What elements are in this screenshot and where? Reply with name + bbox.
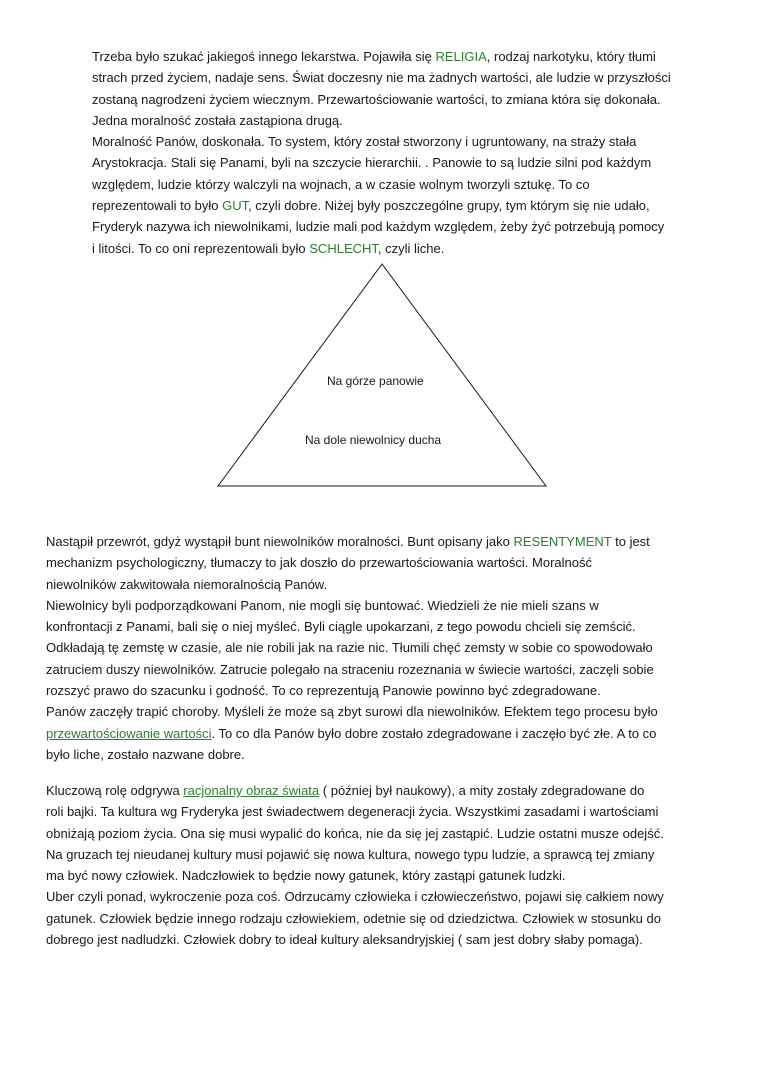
text-line: Kluczową rolę odgrywa racjonalny obraz świata ( później był naukowy), a mity zostały zdegradowane do — [46, 783, 645, 798]
text-line: Odkładają tę zemstę w czasie, ale nie robili jak na razie nic. Tłumili chęć zemsty w sobie co spowodowało — [46, 640, 653, 656]
text-line: reprezentowali to było GUT, czyli dobre. Niżej były poszczególne grupy, tym którym się nie udało, — [92, 198, 650, 214]
text-line: Trzeba było szukać jakiegoś innego lekarstwa. Pojawiła się RELIGIA, rodzaj narkotyku, który tłumi — [92, 49, 656, 64]
keyword-religia: RELIGIA — [435, 49, 487, 64]
text-line: dobrego jest nadludzki. Człowiek dobry to ideał kultury aleksandryjskiej ( sam jest dobry słaby pomaga). — [46, 932, 643, 948]
text-line: gatunek. Człowiek będzie innego rodzaju człowiekiem, odetnie się od dziedzictwa. Człowiek w stosunku do — [46, 910, 661, 926]
keyword-schlecht: SCHLECHT — [309, 240, 378, 256]
text-line: niewolników zakwitowała niemoralnością Panów. — [46, 576, 328, 592]
text-line: i litości. To co oni reprezentowali było SCHLECHT, czyli liche. — [92, 240, 445, 256]
text-line: Niewolnicy byli podporządkowani Panom, nie mogli się buntować. Wiedzieli że nie mieli szans w — [46, 597, 599, 613]
pyramid-top-label: Na górze panowie — [327, 374, 424, 388]
pyramid-bottom-label: Na dole niewolnicy ducha — [305, 433, 442, 447]
text-line: Jedna moralność została zastąpiona drugą. — [92, 112, 343, 128]
text-line: względem, ludzie którzy walczyli na wojnach, a w czasie wolnym tworzyli sztukę. To co — [92, 176, 590, 192]
keyword-gut: GUT — [222, 198, 249, 214]
text-line: Arystokracja. Stali się Panami, byli na szczycie hierarchii. . Panowie to są ludzie silni pod każdym — [92, 155, 652, 171]
text-line: strach przed życiem, nadaje sens. Świat doczesny nie ma żadnych wartości, ale ludzie w przyszłości — [92, 70, 671, 86]
text-line: było liche, zostało nazwane dobre. — [46, 746, 245, 762]
text-line: zostaną nagrodzeni życiem wiecznym. Przewartościowanie wartości, to zmiana która się dokonała. — [92, 91, 661, 107]
nadczlowiek-paragraph-block — [46, 780, 664, 950]
resentiment-paragraph-block — [46, 531, 658, 765]
text-line: przewartościowanie wartości. To co dla Panów było dobre zostało zdegradowane i zaczęło być złe. A to co — [46, 725, 657, 741]
text-line: roli bajki. Ta kultura wg Fryderyka jest świadectwem degeneracji życia. Wszystkimi zasadami i wartościami — [46, 804, 659, 820]
text-line: Na gruzach tej nieudanej kultury musi pojawić się nowa kultura, nowego typu ludzie, a sprawcą tej zmiany — [46, 846, 655, 862]
text-line: rozszyć prawo do szacunku i godność. To co reprezentują Panowie powinno być zdegradowane. — [46, 683, 601, 699]
text-line: Panów zaczęły trapić choroby. Myśleli że może są zbyt surowi dla niewolników. Efektem tego procesu było — [46, 704, 658, 720]
text-line: ma być nowy człowiek. Nadczłowiek to będzie nowy gatunek, który zastąpi gatunek ludzki. — [46, 868, 566, 884]
text-line: Moralność Panów, doskonała. To system, który został stworzony i ugruntowany, na straży stała — [92, 134, 637, 150]
text-line: konfrontacji z Panami, bali się o niej myśleć. Byli ciągle upokarzani, z tego powodu chcieli się zemścić. — [46, 619, 636, 635]
text-line: Fryderyk nazywa ich niewolnikami, ludzie mali pod każdym względem, żeby żyć potrzebują pomocy — [92, 219, 665, 235]
text-line: Uber czyli ponad, wykroczenie poza coś. Odrzucamy człowieka i człowieczeństwo, pojawi się całkiem nowy — [46, 889, 664, 905]
intro-paragraph-block — [92, 46, 671, 259]
link-przewartosciowanie[interactable]: przewartościowanie wartości — [46, 725, 212, 741]
link-racjonalny-obraz-swiata[interactable]: racjonalny obraz świata — [183, 783, 320, 798]
keyword-resentyment: RESENTYMENT — [513, 534, 612, 549]
text-line: zatruciem duszy niewolników. Zatrucie polegało na straceniu rozeznania w świecie wartości, zaczęli sobie — [46, 661, 654, 677]
text-line: obniżają poziom życia. Ona się musi wypalić do końca, nie da się jej zastąpić. Ludzie ostatni musze odejść. — [46, 825, 664, 841]
text-line: Nastąpił przewrót, gdyż wystąpił bunt niewolników moralności. Bunt opisany jako RESENTYMENT to jest — [46, 534, 650, 549]
text-line: mechanizm psychologiczny, tłumaczy to jak doszło do przewartościowania wartości. Moralność — [46, 555, 592, 571]
